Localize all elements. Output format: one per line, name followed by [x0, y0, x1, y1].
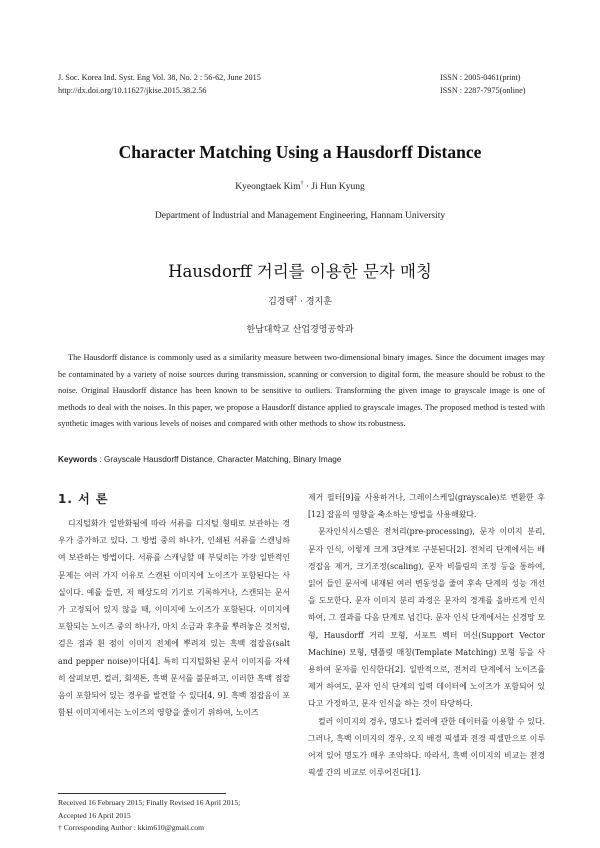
- corresponding-mark: †: [294, 295, 298, 302]
- journal-header: [58, 71, 261, 97]
- author-name: 경지훈: [305, 297, 332, 307]
- author-separator: ·: [305, 182, 310, 193]
- affiliation-korean: 한남대학교 산업경영공학과: [246, 325, 354, 335]
- body-paragraph: 컬러 이미지의 경우, 명도나 컬러에 관한 데이터를 이용할 수 있다. 그러나, 흑백 이미지의 경우, 오직 배경 픽셀과 전경 픽셀만으로 이루어져 있어 명도가 매우 조악하다. 따라서, 흑백 이미지의 비교는 전경 픽셀 간의 비교로 이루어진다[1].: [308, 716, 545, 778]
- author-name: 김경택: [268, 297, 295, 307]
- accepted-date: Accepted 16 April 2015: [58, 810, 131, 820]
- paper-title-korean: Hausdorff 거리를 이용한 문자 매칭: [168, 262, 432, 281]
- author-separator: ·: [300, 297, 303, 307]
- journal-citation: J. Soc. Korea Ind. Syst. Eng Vol. 38, No. 2 : 56-62, June 2015: [58, 73, 261, 82]
- affiliation-english: Department of Industrial and Management Engineering, Hannam University: [154, 211, 446, 221]
- footnote: [58, 797, 240, 835]
- body-paragraph: 제거 필터[9]를 사용하거나, 그레이스케일(grayscale)로 변환한 후[12] 잡음의 영향을 축소하는 방법을 사용해왔다.: [308, 493, 545, 520]
- paper-title-english: Character Matching Using a Hausdorff Distance: [118, 142, 482, 162]
- corresponding-author: † Corresponding Author : kkim610@gmail.com: [58, 823, 204, 832]
- corresponding-mark: †: [300, 181, 304, 187]
- issn-print: ISSN : 2005-0461(print): [440, 73, 521, 82]
- keywords-separator: :: [97, 455, 104, 464]
- author-name: Kyeongtaek Kim: [235, 182, 301, 193]
- body-column-right: [308, 489, 545, 781]
- abstract: The Hausdorff distance is commonly used as a similarity measure between two-dimensional binary images. Since the document images may be contaminated by a variety of noise sources during transmission, scanning or conversion to digital form, the measure should be robust to the noise. Original Hausdorff distance has been known to be sensitive to outliers. Transforming the given image to grayscale image is one of methods to deal with the noises. In this paper, we propose a Hausdorff distance applied to grayscale images. The proposed method is tested with synthetic images with various levels of noises and compared with other methods to show its robustness.: [58, 353, 545, 429]
- keywords-label: Keywords: [58, 455, 98, 464]
- footnote-divider: [58, 793, 226, 794]
- keywords: [58, 455, 341, 464]
- authors-english: [0, 181, 600, 192]
- section-heading: 1. 서 론: [58, 492, 109, 506]
- doi-link[interactable]: http://dx.doi.org/10.11627/jkise.2015.38.2.56: [58, 86, 207, 95]
- author-name: Ji Hun Kyung: [311, 182, 365, 193]
- keywords-text: Grayscale Hausdorff Distance, Character Matching, Binary Image: [103, 455, 342, 464]
- issn-online: ISSN : 2287-7975(online): [440, 86, 526, 95]
- received-date: Received 16 February 2015; Finally Revised 16 April 2015;: [58, 798, 241, 807]
- issn-block: [440, 71, 526, 97]
- body-column-left: [58, 515, 290, 721]
- authors-korean: [0, 294, 600, 307]
- body-paragraph: 디지털화가 일반화됨에 따라 서류를 디지털 형태로 보관하는 경우가 증가하고 있다. 그 방법 중의 하나가, 인쇄된 서류를 스캔닝하여 보관하는 방법이다. 서류를 스캐닝할 때 부딪히는 가장 일반적인 문제는 여러 가지 이유로 스캔된 이미지에 노이즈가 포함된다는 사실이다. 예를 들면, 저 해상도의 기기로 기록하거나, 스캔되는 문서가 고정되어 있지 않을 때, 이미지에 노이즈가 포함된다. 이미지에 포함되는 노이즈 중의 하나가, 마치 소금과 후추를 뿌려놓은 것처럼, 검은 점과 흰 점이 이미지 전체에 뿌려져 있는 흑백 점잡음(salt and pepper noise)이다[4]. 특히 디지털화된 문서 이미지를 자세히 살펴보면, 컬러, 회색톤, 흑백 문서를 불문하고, 이러한 흑백 점잡음이 포함되어 있는 경우를 발견할 수 있다[4, 9]. 흑백 점잡음이 포함된 이미지에서는 노이즈의 영향을 줄이기 위하여, 노이즈: [58, 519, 290, 718]
- body-paragraph: 문자인식시스템은 전처리(pre-processing), 문자 이미지 분리, 문자 인식, 이렇게 크게 3단계로 구분된다[2]. 전처리 단계에서는 배경잡음 제거, 크기조정(scaling), 문자 비틀림의 조정 등을 통하여, 읽어 들인 문서에 내재된 여러 변동성을 줄여 후속 단계의 성능 개선을 도모한다. 문자 이미지 분리 과정은 문자의 경계를 올바르게 인식하여, 그 결과를 다음 단계로 넘긴다. 문자 인식 단계에서는 신경망 모형, Hausdorff 거리 모형, 서포트 벡터 머신(Support Vector Machine) 모형, 템플릿 매칭(Template Matching) 모형 등을 사용하여 문자를 인식한다[2]. 일반적으로, 전처리 단계에서 노이즈를 제거 하여도, 문자 인식 단계의 입력 데이터에 노이즈가 포함되어 있다고 가정하고, 문자 인식을 하는 것이 타당하다.: [308, 527, 545, 709]
